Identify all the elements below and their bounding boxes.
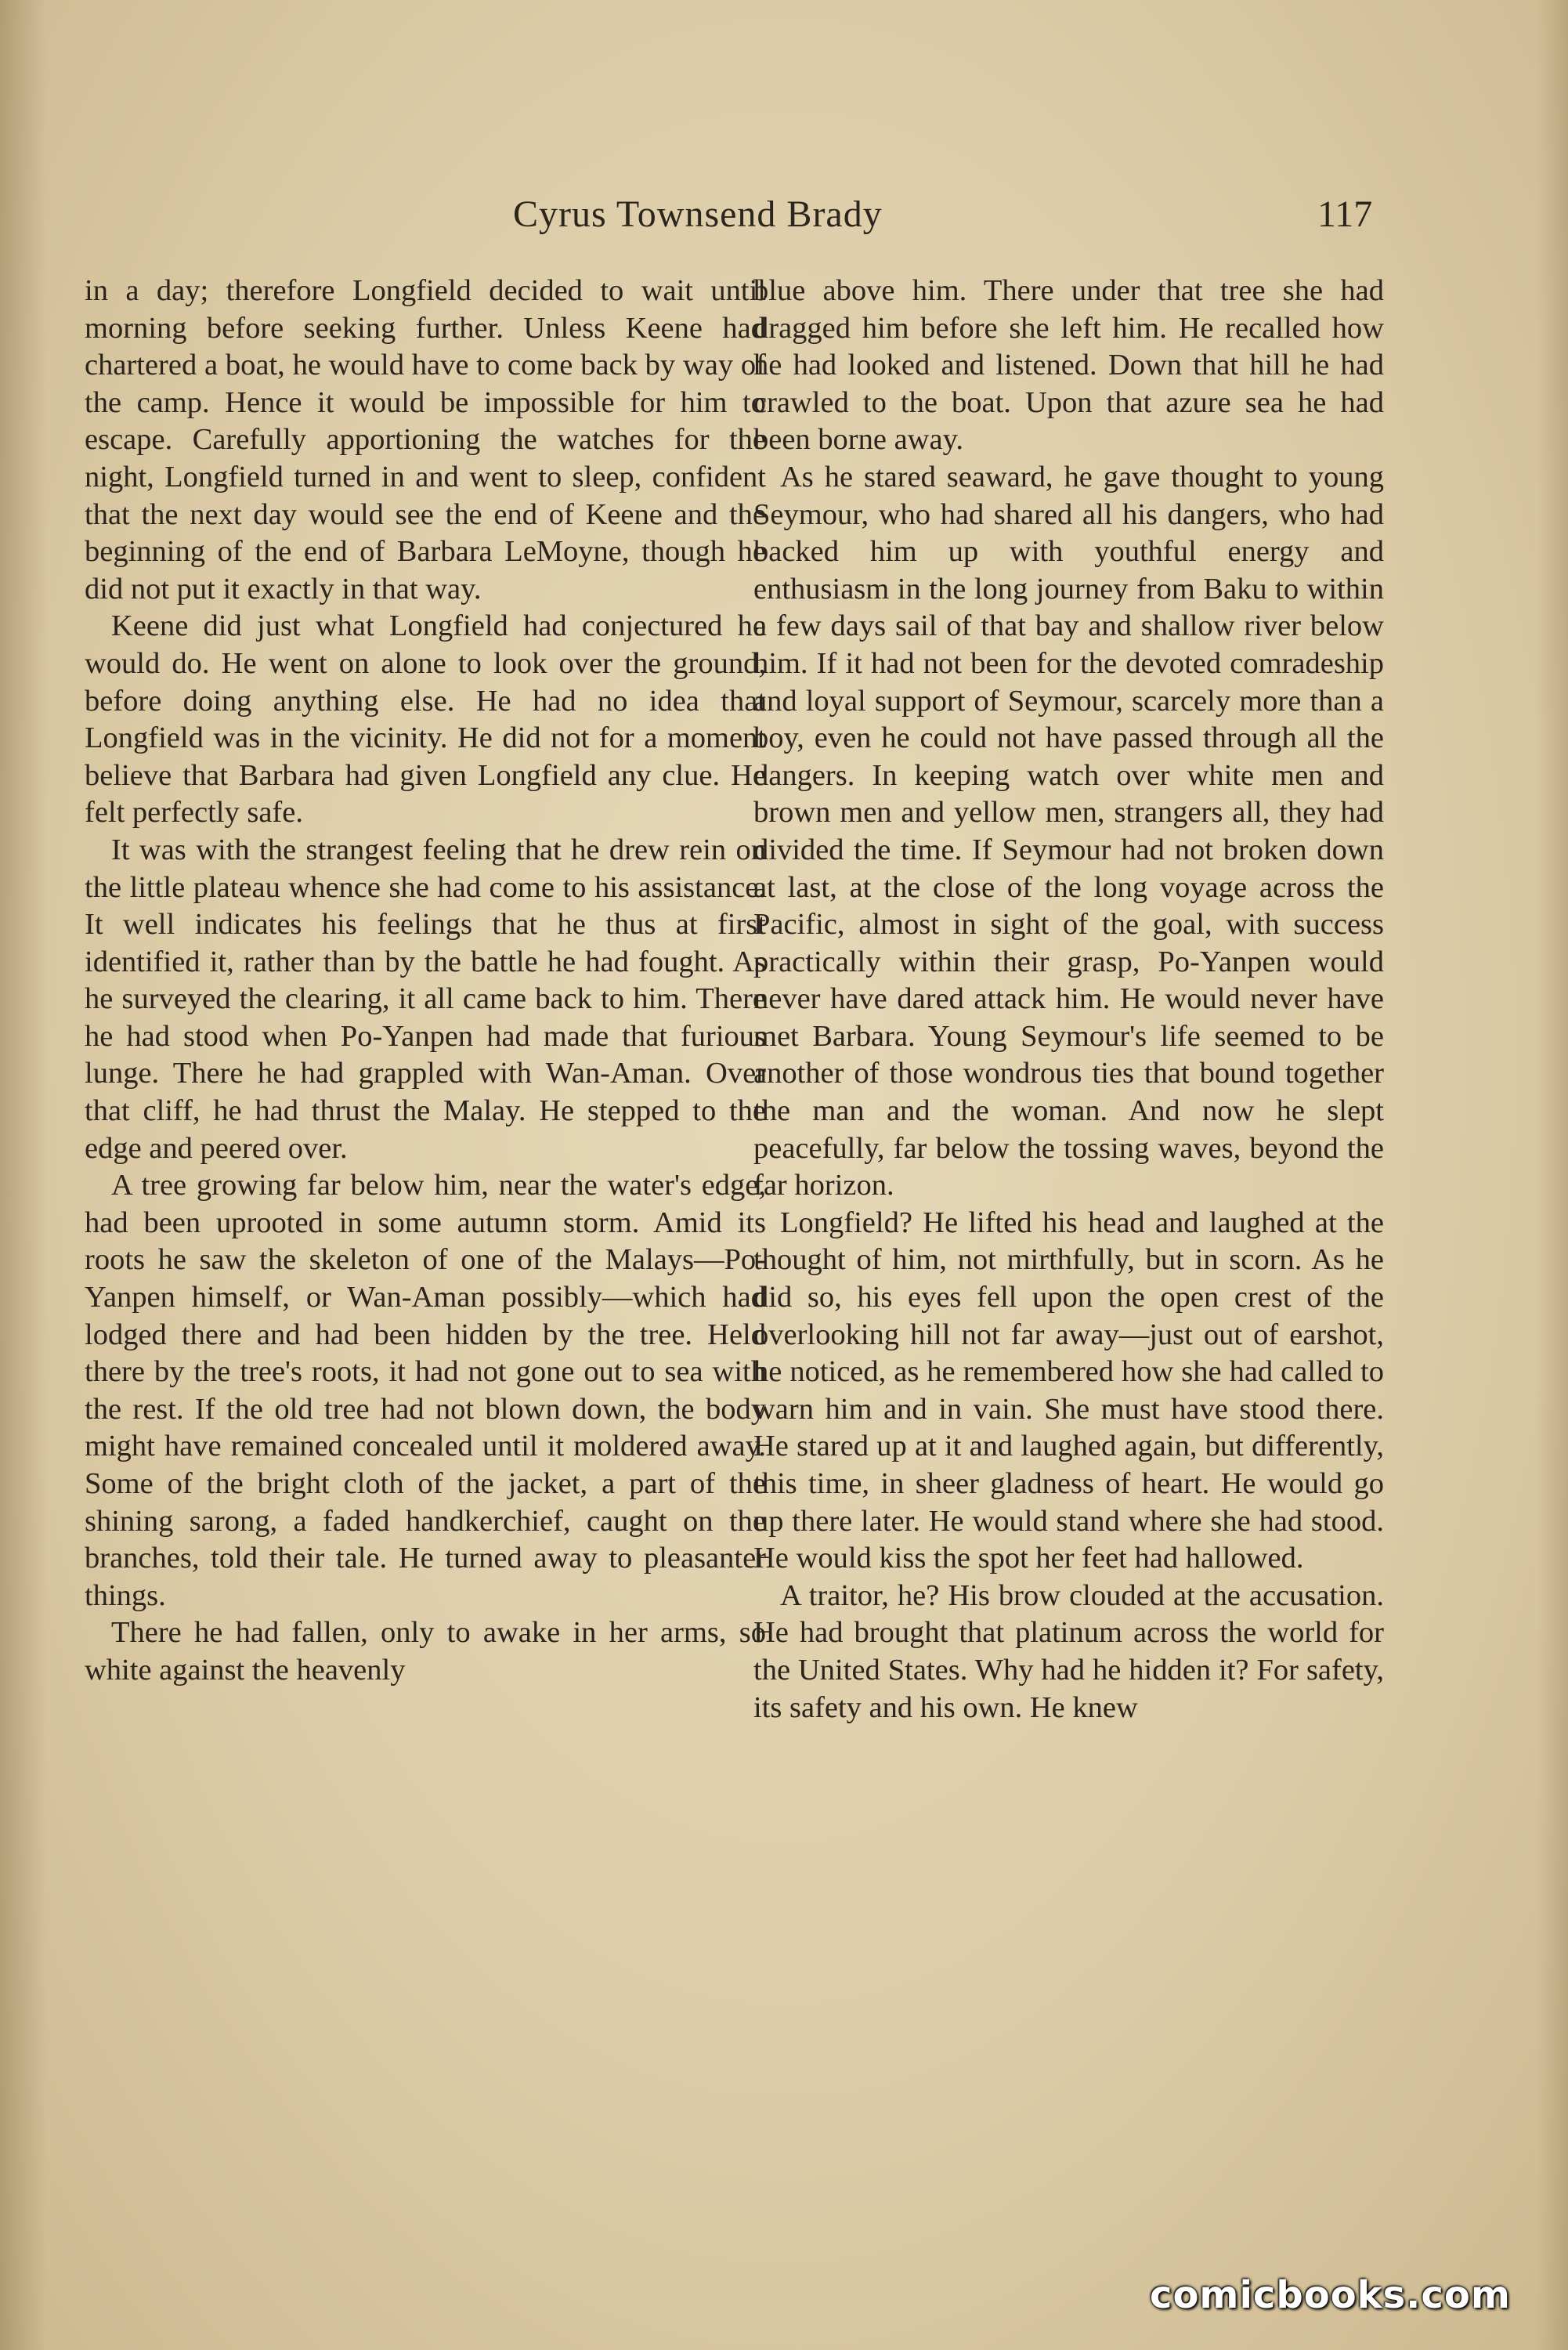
watermark: comicbooks.com	[1150, 2273, 1511, 2317]
page-edge-shadow-left	[0, 0, 47, 2350]
paragraph: A traitor, he? His brow clouded at the accusation. He had brought that platinum across the world for the United States. Why had he hidden it? For safety, its safety and his own. He knew	[753, 1578, 1384, 1724]
paragraph: As he stared seaward, he gave thought to young Seymour, who had shared all his dangers, who had backed him up with youthful energy and enthusiasm in the long journey from Baku to within a few days sail of that bay and shallow river below him. If it had not been for the devoted comradeship and loyal support of Seymour, scarcely more than a boy, even he could not have passed through all the dangers. In keeping watch over white men and brown men and yellow men, strangers all, they had divided the time. If Seymour had not broken down at last, at the close of the long voyage across the Pacific, almost in sight of the goal, with success practically within their grasp, Po-Yanpen would never have dared attack him. He would never have met Barbara. Young Seymour's life seemed to be another of those wondrous ties that bound together the man and the woman. And now he slept peacefully, far below the tossing waves, beyond the far horizon.	[753, 460, 1384, 1202]
page-edge-shadow-right	[1537, 0, 1568, 2350]
paragraph: Keene did just what Longfield had conjectured he would do. He went on alone to look over the ground, before doing anything else. He had no idea that Longfield was in the vicinity. He did not for a moment believe that Barbara had given Longfield any clue. He felt perfectly safe.	[85, 609, 766, 830]
left-column	[85, 273, 766, 1690]
running-head: Cyrus Townsend Brady	[513, 193, 883, 235]
paragraph: It was with the strangest feeling that he drew rein on the little plateau whence she had come to his assistance. It well indicates his feelings that he thus at first identified it, rather than by the battle he had fought. As he surveyed the clearing, it all came back to him. There he had stood when Po-Yanpen had made that furious lunge. There he had grappled with Wan-Aman. Over that cliff, he had thrust the Malay. He stepped to the edge and peered over.	[85, 833, 766, 1165]
paragraph: blue above him. There under that tree she had dragged him before she left him. He recalled how he had looked and listened. Down that hill he had crawled to the boat. Upon that azure sea he had been borne away.	[753, 274, 1384, 457]
paragraph: There he had fallen, only to awake in her arms, so white against the heavenly	[85, 1616, 766, 1687]
paragraph: in a day; therefore Longfield decided to wait until morning before seeking further. Unless Keene had chartered a boat, he would have to come back by way of the camp. Hence it would be impossible for him to escape. Carefully apportioning the watches for the night, Longfield turned in and went to sleep, confident that the next day would see the end of Keene and the beginning of the end of Barbara LeMoyne, though he did not put it exactly in that way.	[85, 274, 766, 606]
page-number: 117	[1317, 193, 1373, 235]
paragraph: A tree growing far below him, near the water's edge, had been uprooted in some autumn storm. Amid its roots he saw the skeleton of one of the Malays—Po-Yanpen himself, or Wan-Aman possibly—which had lodged there and had been hidden by the tree. Held there by the tree's roots, it had not gone out to sea with the rest. If the old tree had not blown down, the body might have remained concealed until it moldered away. Some of the bright cloth of the jacket, a part of the shining sarong, a faded handkerchief, caught on the branches, told their tale. He turned away to pleasanter things.	[85, 1169, 766, 1612]
right-column	[753, 273, 1384, 1726]
paragraph: Longfield? He lifted his head and laughed at the thought of him, not mirthfully, but in scorn. As he did so, his eyes fell upon the open crest of the overlooking hill not far away—just out of earshot, he noticed, as he remembered how she had called to warn him and in vain. She must have stood there. He stared up at it and laughed again, but differently, this time, in sheer gladness of heart. He would go up there later. He would stand where she had stood. He would kiss the spot her feet had hallowed.	[753, 1206, 1384, 1575]
